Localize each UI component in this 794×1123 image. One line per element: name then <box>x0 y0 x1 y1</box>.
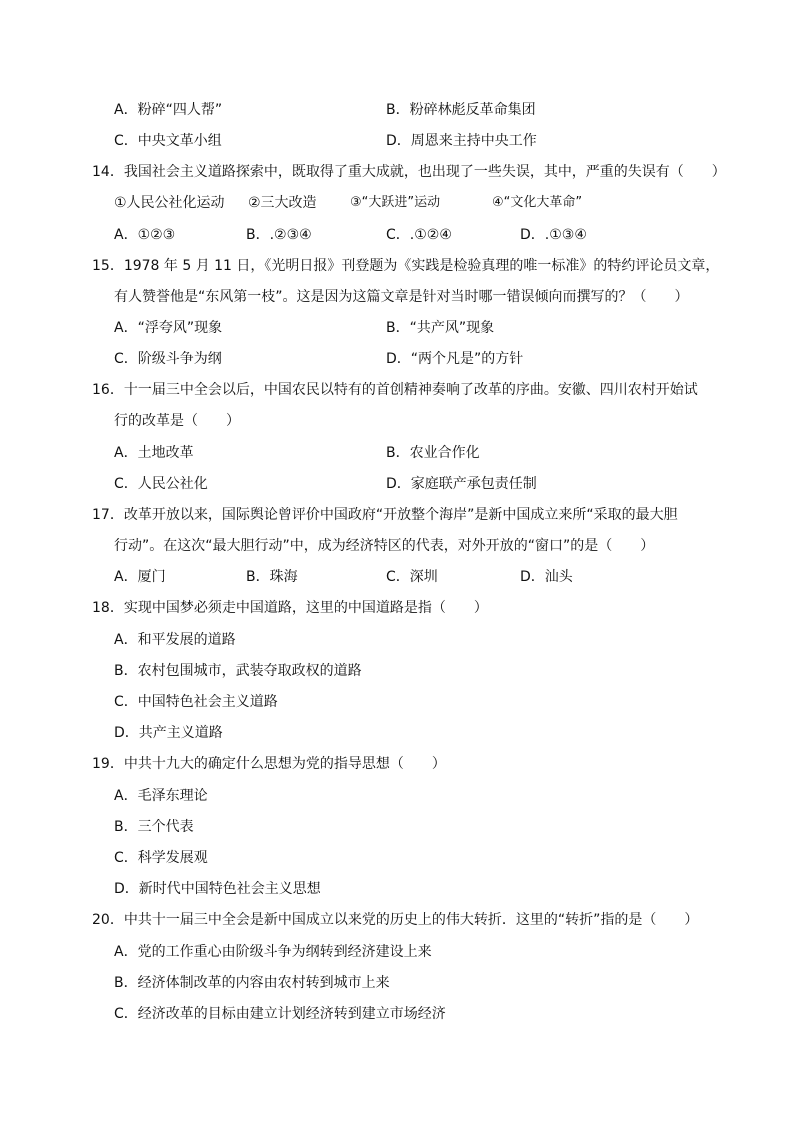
q14-stem: 14．我国社会主义道路探索中，既取得了重大成就，也出现了一些失误，其中，严重的失误有（ ） <box>92 164 726 180</box>
q15-stem-line-1: 15．1978 年 5 月 11 日，《光明日报》刊登题为《实践是检验真理的唯一标准》的特约评论员文章， <box>92 258 720 274</box>
q17-stem-line-1: 17．改革开放以来，国际舆论曾评价中国政府“开放整个海岸”是新中国成立来所“采取的最大胆 <box>92 507 678 523</box>
q15-stem-line-2: 有人赞誉他是“东风第一枝”。这是因为这篇文章是针对当时哪一错误倾向而撰写的？（ ） <box>114 289 689 305</box>
q13-option-a: A．粉碎“四人帮” <box>114 102 223 118</box>
q18-stem: 18．实现中国梦必须走中国道路，这里的中国道路是指（ ） <box>92 600 488 616</box>
q14-option-a: A．①②③ <box>114 227 176 243</box>
q18-option-a: A．和平发展的道路 <box>114 632 236 648</box>
q20-option-a: A．党的工作重心由阶级斗争为纲转到经济建设上来 <box>114 944 432 960</box>
q13-option-c: C．中央文革小组 <box>114 133 222 149</box>
q19-option-d: D．新时代中国特色社会主义思想 <box>114 881 321 897</box>
q18-option-d: D．共产主义道路 <box>114 725 223 741</box>
q17-option-d: D．汕头 <box>520 569 573 585</box>
q15-option-a: A．“浮夸风”现象 <box>114 320 223 336</box>
q16-stem-line-1: 16．十一届三中全会以后，中国农民以特有的首创精神奏响了改革的序曲。安徽、四川农村开始试 <box>92 382 698 398</box>
q14-option-b: B．.②③④ <box>246 227 312 243</box>
q17-option-a: A．厦门 <box>114 569 166 585</box>
q14-item-2: ②三大改造 <box>248 195 317 211</box>
q13-option-b: B．粉碎林彪反革命集团 <box>386 102 536 118</box>
q16-option-c: C．人民公社化 <box>114 476 208 492</box>
q16-stem-line-2: 行的改革是（ ） <box>114 413 240 429</box>
q17-stem-line-2: 行动”。在这次“最大胆行动”中，成为经济特区的代表，对外开放的“窗口”的是（ ） <box>114 538 655 554</box>
q17-option-c: C．深圳 <box>386 569 438 585</box>
q19-option-b: B．三个代表 <box>114 819 194 835</box>
q18-option-b: B．农村包围城市，武装夺取政权的道路 <box>114 663 362 679</box>
q13-option-d: D．周恩来主持中央工作 <box>386 133 537 149</box>
q19-option-a: A．毛泽东理论 <box>114 788 208 804</box>
q16-option-a: A．土地改革 <box>114 445 194 461</box>
q20-option-c: C．经济改革的目标由建立计划经济转到建立市场经济 <box>114 1006 446 1022</box>
q14-item-4: ④“文化大革命” <box>492 195 583 210</box>
q19-stem: 19．中共十九大的确定什么思想为党的指导思想（ ） <box>92 756 446 772</box>
q14-option-c: C．.①②④ <box>386 227 452 243</box>
q20-option-b: B．经济体制改革的内容由农村转到城市上来 <box>114 975 390 991</box>
q15-option-d: D．“两个凡是”的方针 <box>386 351 524 367</box>
q18-option-c: C．中国特色社会主义道路 <box>114 694 278 710</box>
q15-option-c: C．阶级斗争为纲 <box>114 351 222 367</box>
q16-option-b: B．农业合作化 <box>386 445 480 461</box>
q14-item-1: ①人民公社化运动 <box>114 195 225 211</box>
q19-option-c: C．科学发展观 <box>114 850 208 866</box>
q14-option-d: D．.①③④ <box>520 227 587 243</box>
q15-option-b: B．“共产风”现象 <box>386 320 495 336</box>
q20-stem: 20．中共十一届三中全会是新中国成立以来党的历史上的伟大转折．这里的“转折”指的是（ ） <box>92 912 699 928</box>
q17-option-b: B．珠海 <box>246 569 298 585</box>
q14-item-3: ③“大跃进”运动 <box>350 195 441 210</box>
q16-option-d: D．家庭联产承包责任制 <box>386 476 537 492</box>
